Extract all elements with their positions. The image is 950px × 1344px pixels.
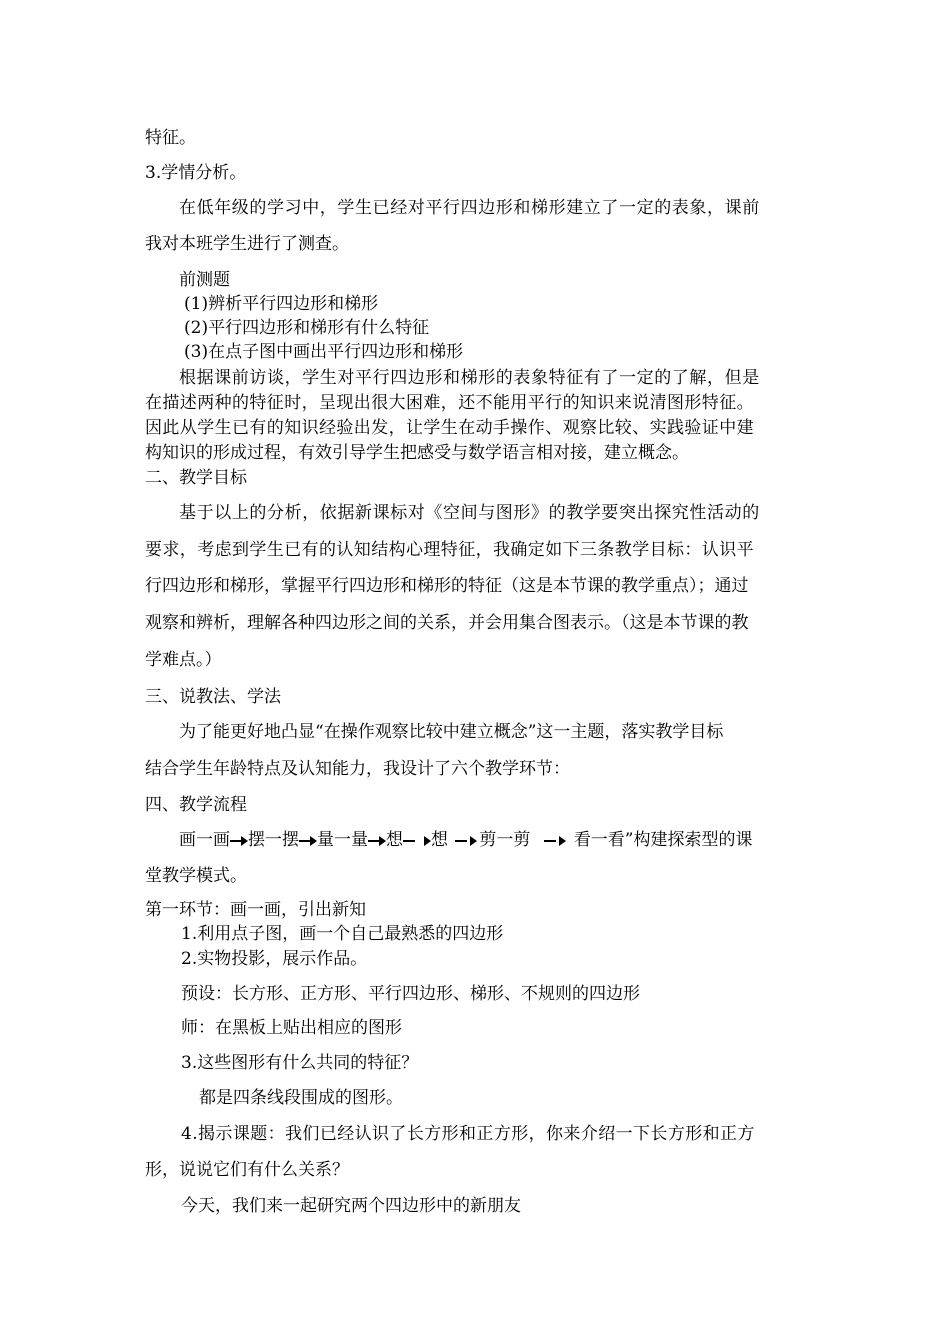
text-line: 在低年级的学习中，学生已经对平行四边形和梯形建立了一定的表象，课前 <box>179 198 760 218</box>
text-line: 要求，考虑到学生已有的认知结构心理特征，我确定如下三条教学目标：认识平 <box>145 540 754 560</box>
list-item: 4.揭示课题：我们已经认识了长方形和正方形，你来介绍一下长方形和正方 <box>181 1124 755 1144</box>
text-line: 形，说说它们有什么关系？ <box>145 1160 349 1180</box>
arrow-icon <box>368 836 386 846</box>
list-item: 1.利用点子图，画一个自己最熟悉的四边形 <box>181 924 504 944</box>
text-line: 今天，我们来一起研究两个四边形中的新朋友 <box>181 1196 521 1216</box>
text-line: 我对本班学生进行了测查。 <box>145 234 349 254</box>
flow-step: 看一看”构建探索型的课 <box>573 830 753 850</box>
text-line: 堂教学模式。 <box>145 866 247 886</box>
text-line: 结合学生年龄特点及认知能力，我设计了六个教学环节： <box>145 759 570 779</box>
flow-step: 想 <box>386 830 403 850</box>
text-line: 根据课前访谈，学生对平行四边形和梯形的表象特征有了一定的了解，但是 <box>179 368 760 388</box>
arrow-icon <box>230 836 248 846</box>
flow-line <box>179 830 753 850</box>
section-heading: 3.学情分析。 <box>145 163 247 183</box>
section-heading: 三、说教法、学法 <box>145 687 281 707</box>
flow-step: 剪一剪 <box>479 830 531 850</box>
arrow-icon <box>544 836 566 846</box>
text-line: 在描述两种的特征时，呈现出很大困难，还不能用平行的知识来说清图形特征。 <box>145 393 754 413</box>
list-item: (3)在点子图中画出平行四边形和梯形 <box>184 342 464 362</box>
list-item: 2.实物投影，展示作品。 <box>181 949 368 969</box>
flow-step: 摆一摆 <box>248 830 299 850</box>
section-heading: 第一环节：画一画，引出新知 <box>145 900 366 920</box>
text-line: 因此从学生已有的知识经验出发，让学生在动手操作、观察比较、实践验证中建 <box>145 418 754 438</box>
list-item: 3.这些图形有什么共同的特征？ <box>181 1053 419 1073</box>
flow-step: 画一画 <box>179 830 230 850</box>
text-line: 前测题 <box>179 270 230 290</box>
flow-step: 量一量 <box>317 830 368 850</box>
list-item: (2)平行四边形和梯形有什么特征 <box>184 318 430 338</box>
section-heading: 四、教学流程 <box>145 795 247 815</box>
text-line: 构知识的形成过程，有效引导学生把感受与数学语言相对接，建立概念。 <box>145 443 689 463</box>
arrow-icon <box>403 836 431 846</box>
text-line: 预设：长方形、正方形、平行四边形、梯形、不规则的四边形 <box>181 984 640 1004</box>
arrow-icon <box>299 836 317 846</box>
text-line: 观察和辨析，理解各种四边形之间的关系，并会用集合图表示。（这是本节课的教 <box>145 613 749 633</box>
text-line: 基于以上的分析，依据新课标对《空间与图形》的教学要突出探究性活动的 <box>179 503 760 523</box>
text-line: 为了能更好地凸显“在操作观察比较中建立概念”这一主题，落实教学目标 <box>179 722 724 742</box>
text-line: 行四边形和梯形，掌握平行四边形和梯形的特征（这是本节课的教学重点）；通过 <box>145 576 749 596</box>
text-line: 师：在黑板上贴出相应的图形 <box>181 1018 402 1038</box>
flow-step: 想 <box>431 830 448 850</box>
list-item: (1)辨析平行四边形和梯形 <box>184 294 379 314</box>
text-line: 学难点。） <box>145 650 222 670</box>
text-line: 特征。 <box>145 128 196 148</box>
arrow-icon <box>455 836 477 846</box>
text-line: 都是四条线段围成的图形。 <box>199 1088 403 1108</box>
section-heading: 二、教学目标 <box>145 468 247 488</box>
